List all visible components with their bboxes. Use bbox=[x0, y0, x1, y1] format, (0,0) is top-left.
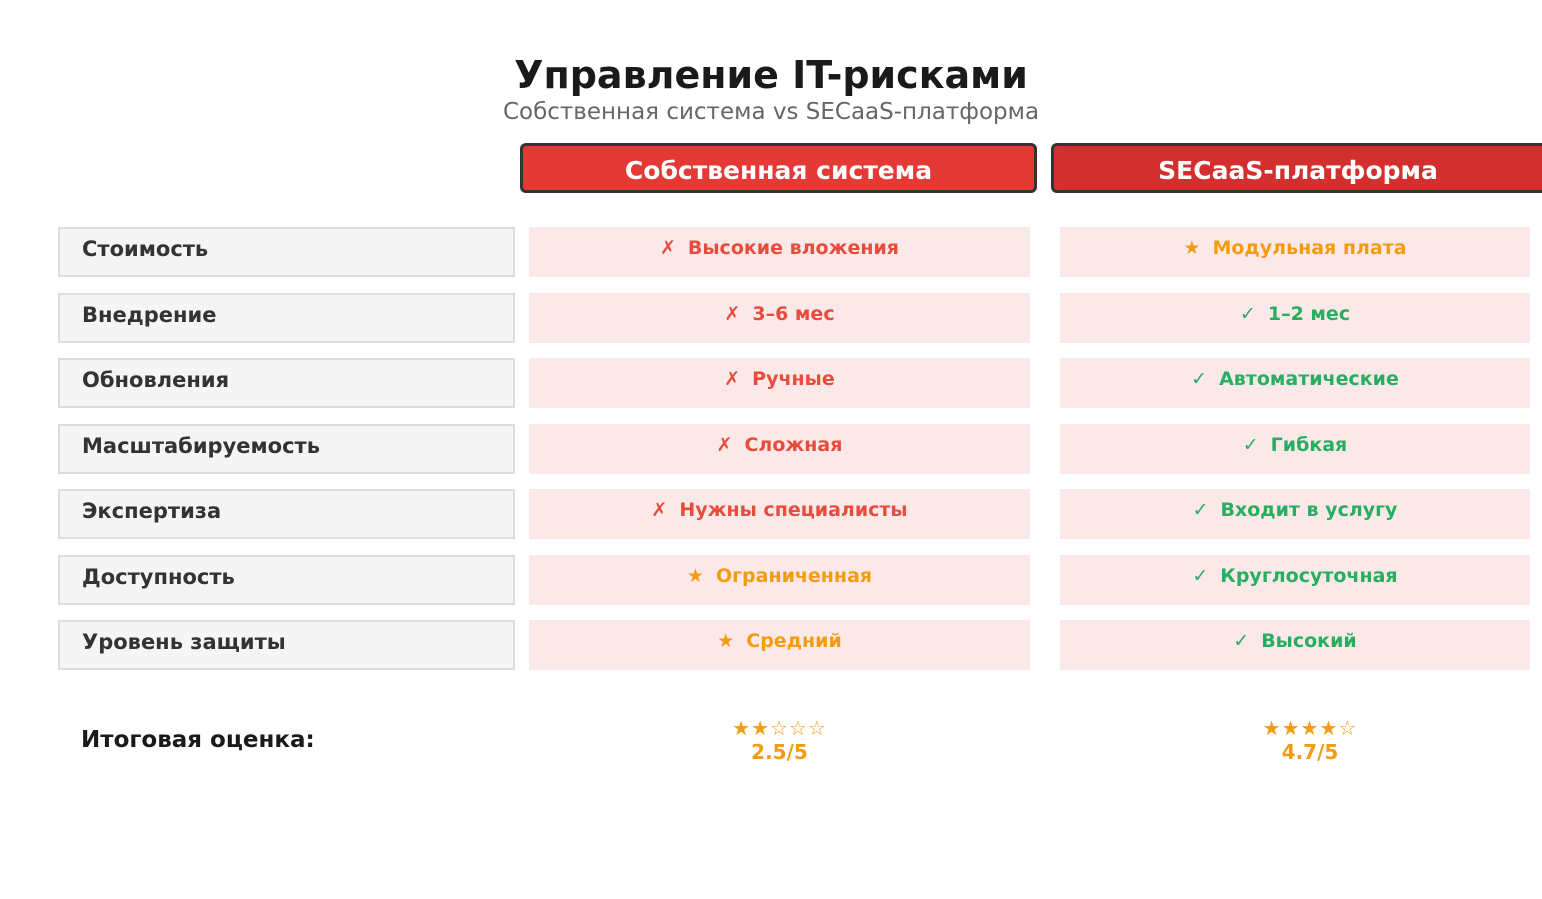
cross-icon: ✗ bbox=[724, 368, 741, 390]
check-icon: ✓ bbox=[1192, 565, 1209, 587]
check-icon: ✓ bbox=[1191, 368, 1208, 390]
own-system-cell bbox=[529, 555, 1030, 605]
criterion-label: Доступность bbox=[58, 555, 515, 605]
cell-text: Входит в услугу bbox=[1220, 499, 1398, 521]
cell-text: Ручные bbox=[752, 368, 835, 390]
cell-text: Автоматические bbox=[1219, 368, 1399, 390]
own-system-cell bbox=[529, 293, 1030, 343]
star-icon: ★ bbox=[686, 565, 704, 587]
cell-text: Нужны специалисты bbox=[679, 499, 908, 521]
criterion-label: Стоимость bbox=[58, 227, 515, 277]
table-row bbox=[0, 620, 1542, 670]
cross-icon: ✗ bbox=[716, 434, 733, 456]
own-system-cell bbox=[529, 620, 1030, 670]
secaas-platform-cell bbox=[1060, 227, 1530, 277]
criterion-label: Уровень защиты bbox=[58, 620, 515, 670]
cell-text: Гибкая bbox=[1270, 434, 1348, 456]
total-score-secaas-platform bbox=[1060, 716, 1542, 764]
table-row bbox=[0, 555, 1542, 605]
own-system-cell bbox=[529, 227, 1030, 277]
criterion-label: Масштабируемость bbox=[58, 424, 515, 474]
secaas-platform-cell bbox=[1060, 424, 1530, 474]
star-rating-icon: ★★☆☆☆ bbox=[732, 716, 827, 740]
page-title: Управление IT-рисками bbox=[514, 53, 1028, 97]
column-header-secaas-platform: SECaaS-платформа bbox=[1051, 143, 1542, 193]
cross-icon: ✗ bbox=[659, 237, 676, 259]
page-subtitle: Собственная система vs SECaaS-платформа bbox=[502, 99, 1040, 125]
own-system-cell bbox=[529, 489, 1030, 539]
check-icon: ✓ bbox=[1239, 303, 1256, 325]
score-value: 4.7/5 bbox=[1281, 740, 1339, 764]
score-value: 2.5/5 bbox=[751, 740, 808, 764]
criterion-label: Внедрение bbox=[58, 293, 515, 343]
cell-text: Модульная плата bbox=[1212, 237, 1407, 259]
star-icon: ★ bbox=[1183, 237, 1201, 259]
cell-text: Ограниченная bbox=[715, 565, 873, 587]
check-icon: ✓ bbox=[1192, 499, 1209, 521]
star-rating-icon: ★★★★☆ bbox=[1262, 716, 1358, 740]
secaas-platform-cell bbox=[1060, 620, 1530, 670]
check-icon: ✓ bbox=[1242, 434, 1259, 456]
total-score-label: Итоговая оценка: bbox=[81, 727, 315, 753]
criterion-label: Экспертиза bbox=[58, 489, 515, 539]
table-row bbox=[0, 293, 1542, 343]
secaas-platform-cell bbox=[1060, 555, 1530, 605]
table-row bbox=[0, 424, 1542, 474]
table-row bbox=[0, 489, 1542, 539]
cell-text: Высокие вложения bbox=[687, 237, 900, 259]
criterion-label: Обновления bbox=[58, 358, 515, 408]
secaas-platform-cell bbox=[1060, 293, 1530, 343]
cell-text: Круглосуточная bbox=[1220, 565, 1398, 587]
table-row bbox=[0, 358, 1542, 408]
cell-text: Сложная bbox=[744, 434, 843, 456]
column-header-own-system: Собственная система bbox=[520, 143, 1037, 193]
cell-text: Средний bbox=[746, 630, 842, 652]
own-system-cell bbox=[529, 424, 1030, 474]
total-score-own-system bbox=[529, 716, 1030, 764]
cell-text: 1–2 мес bbox=[1267, 303, 1351, 325]
check-icon: ✓ bbox=[1233, 630, 1250, 652]
cell-text: 3–6 мес bbox=[752, 303, 835, 325]
star-icon: ★ bbox=[717, 630, 735, 652]
secaas-platform-cell bbox=[1060, 358, 1530, 408]
cross-icon: ✗ bbox=[724, 303, 741, 325]
secaas-platform-cell bbox=[1060, 489, 1530, 539]
cell-text: Высокий bbox=[1261, 630, 1357, 652]
cross-icon: ✗ bbox=[651, 499, 668, 521]
table-row bbox=[0, 227, 1542, 277]
own-system-cell bbox=[529, 358, 1030, 408]
